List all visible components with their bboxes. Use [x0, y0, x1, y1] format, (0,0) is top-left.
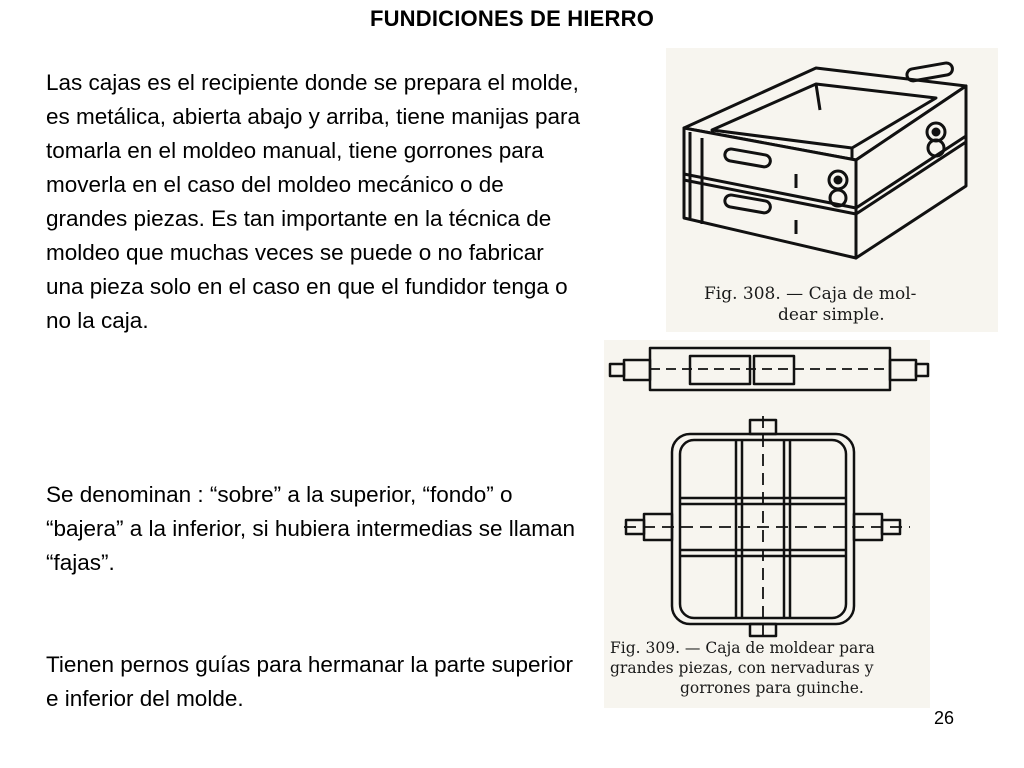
- large-molding-box-plan-illustration: [604, 340, 930, 640]
- figure-309: [604, 340, 930, 708]
- caption-line: grandes piezas, con nervaduras y: [610, 659, 874, 677]
- paragraph-box-names: Se denominan : “sobre” a la superior, “fondo” o “bajera” a la inferior, si hubiera intermedias se llaman “fajas”.: [46, 482, 576, 575]
- page-number: 26: [934, 708, 955, 728]
- slide-title: FUNDICIONES DE HIERRO: [369, 6, 655, 31]
- caption-line: dear simple.: [778, 305, 885, 325]
- molding-box-illustration: [666, 48, 998, 278]
- caption-line: Fig. 308. — Caja de mol-: [704, 284, 917, 304]
- caption-line: Fig. 309. — Caja de moldear para: [610, 639, 875, 657]
- figure-309-caption: [610, 638, 875, 698]
- paragraph-guide-pins: Tienen pernos guías para hermanar la parte superior e inferior del molde.: [46, 652, 573, 711]
- paragraph-molding-box: Las cajas es el recipiente donde se prepara el molde, es metálica, abierta abajo y arriba, tiene manijas para tomarla en el moldeo manual, tiene gorrones para moverla en el caso del moldeo mecánico o de grandes piezas. Es tan importante en la técnica de moldeo que muchas veces se puede o no fabricar una pieza solo en el caso en que el fundidor tenga o no la caja.: [46, 70, 581, 333]
- figure-308: [666, 48, 998, 332]
- caption-line: gorrones para guinche.: [680, 679, 864, 697]
- figure-308-caption: [704, 284, 916, 326]
